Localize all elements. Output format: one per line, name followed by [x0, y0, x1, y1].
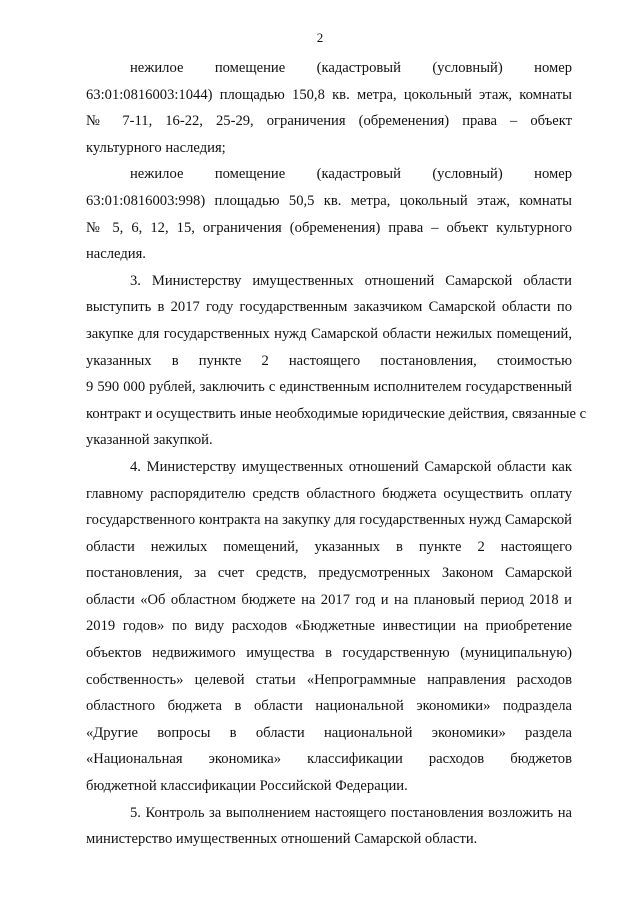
text-line: 4. Министерству имущественных отношений Самарской области как — [130, 458, 572, 475]
text-line: главному распорядителю средств областного бюджета осуществить оплату — [86, 485, 572, 502]
text-line: областного бюджета в области национальной экономики» подраздела — [86, 698, 572, 715]
text-line: № 5, 6, 12, 15, ограничения (обременения) права – объект культурного — [86, 219, 572, 236]
text-line: 9 590 000 рублей, заключить с единственным исполнителем государственный — [86, 379, 572, 396]
text-line: выступить в 2017 году государственным заказчиком Самарской области по — [86, 299, 572, 316]
text-line: бюджетной классификации Российской Федерации. — [86, 778, 408, 795]
text-line: указанных в пункте 2 настоящего постановления, стоимостью — [86, 352, 572, 369]
text-line: министерство имущественных отношений Самарской области. — [86, 831, 478, 848]
text-line: 3. Министерству имущественных отношений Самарской области — [130, 272, 572, 289]
text-line: «Национальная экономика» классификации расходов бюджетов — [86, 751, 572, 768]
document-body — [86, 55, 587, 853]
text-line: нежилое помещение (кадастровый (условный) номер — [130, 166, 572, 183]
text-line: нежилое помещение (кадастровый (условный) номер — [130, 60, 572, 76]
text-line: области нежилых помещений, указанных в пункте 2 настоящего — [86, 538, 572, 555]
text-line: собственность» целевой статьи «Непрограммные направления расходов — [86, 671, 572, 688]
text-line: постановления, за счет средств, предусмотренных Законом Самарской — [86, 565, 572, 582]
text-line: 63:01:0816003:998) площадью 50,5 кв. метра, цокольный этаж, комнаты — [86, 192, 572, 209]
text-line: 63:01:0816003:1044) площадью 150,8 кв. метра, цокольный этаж, комнаты — [86, 86, 572, 103]
text-line: № 7-11, 16-22, 25-29, ограничения (обременения) права – объект — [86, 113, 572, 130]
text-line: контракт и осуществить иные необходимые юридические действия, связанные с — [86, 405, 587, 422]
text-line: наследия. — [86, 246, 146, 263]
text-line: 5. Контроль за выполнением настоящего постановления возложить на — [130, 804, 572, 821]
text-line: области «Об областном бюджете на 2017 год и на плановый период 2018 и — [86, 591, 572, 608]
text-line: закупке для государственных нужд Самарской области нежилых помещений, — [86, 325, 572, 342]
text-line: объектов недвижимого имущества в государственную (муниципальную) — [86, 645, 572, 662]
text-line: указанной закупкой. — [86, 432, 213, 449]
page-number: 2 — [316, 30, 324, 45]
text-line: государственного контракта на закупку для государственных нужд Самарской — [86, 512, 572, 529]
text-line: «Другие вопросы в области национальной экономики» раздела — [86, 724, 572, 741]
text-line: 2019 годов» по виду расходов «Бюджетные инвестиции на приобретение — [86, 618, 572, 635]
text-line: культурного наследия; — [86, 139, 226, 156]
